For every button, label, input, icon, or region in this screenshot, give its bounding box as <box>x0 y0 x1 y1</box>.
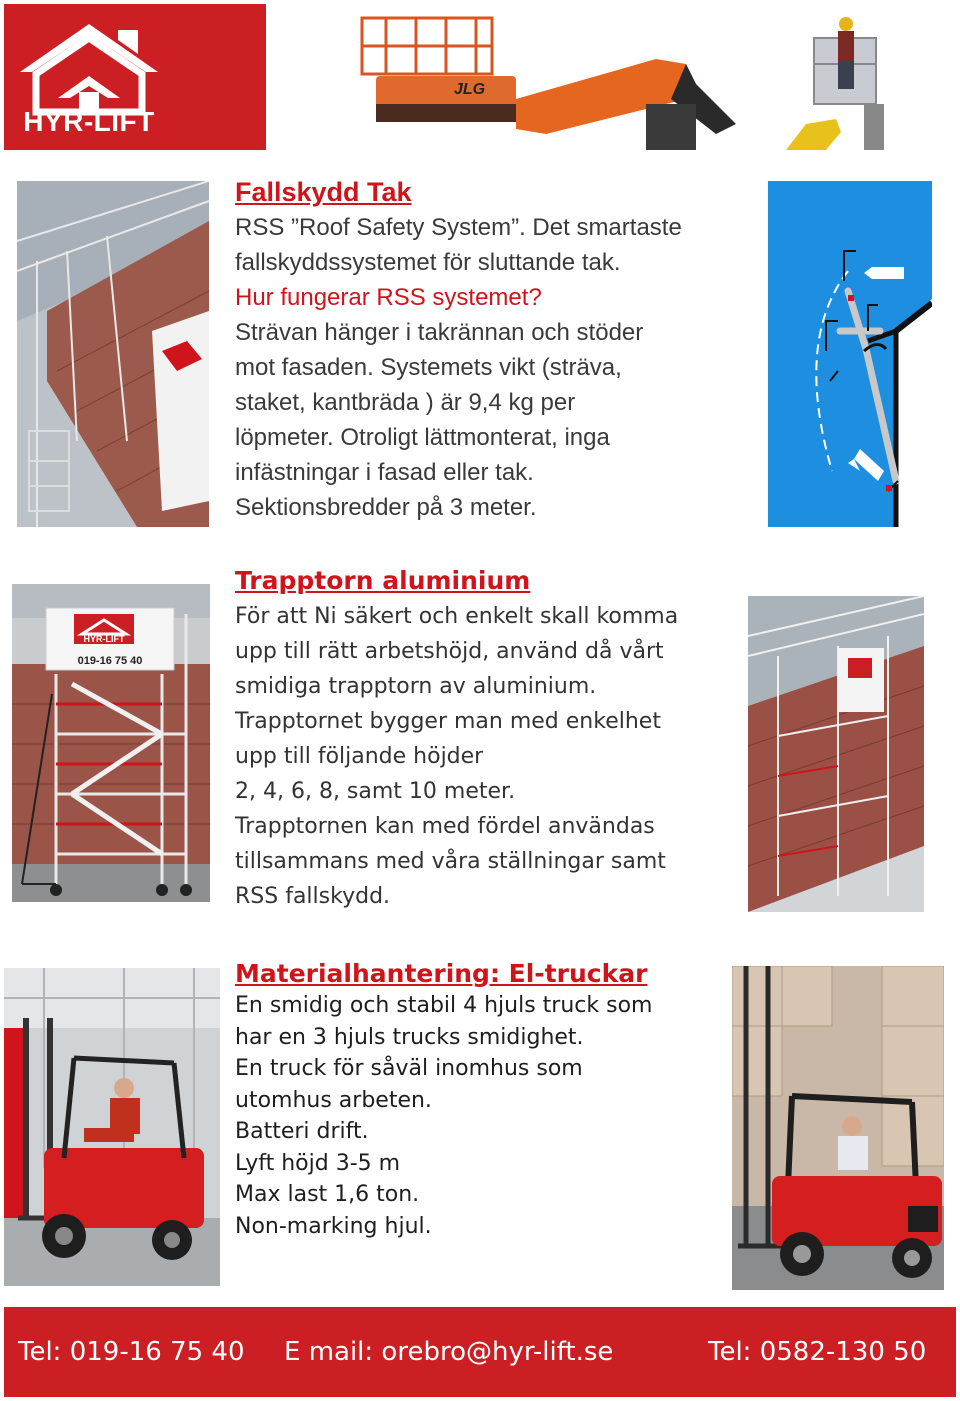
subheading-how-it-works: Hur fungerar RSS systemet? <box>235 284 542 311</box>
text-line: löpmeter. Otroligt lättmonterat, inga <box>235 424 610 451</box>
text-line: upp till rätt arbetshöjd, använd då vårt <box>235 639 664 664</box>
text-line: har en 3 hjuls trucks smidighet. <box>235 1024 584 1050</box>
forklift-photo-left <box>4 968 220 1286</box>
text-line: För att Ni säkert och enkelt skall komma <box>235 604 679 629</box>
text-line: Strävan hänger i takrännan och stöder <box>235 319 644 346</box>
jlg-brand-text: JLG <box>454 81 486 98</box>
header-banner <box>4 4 956 150</box>
text-line: RSS fallskydd. <box>235 884 391 909</box>
text-line: tillsammans med våra ställningar samt <box>235 849 666 874</box>
footer-contact-bar <box>4 1307 956 1397</box>
stair-tower-photo <box>12 584 210 902</box>
text-line: staket, kantbräda ) är 9,4 kg per <box>235 389 576 416</box>
roof-safety-photo <box>17 181 209 527</box>
banner-brand-text: HYR-LIFT <box>83 634 125 644</box>
text-line: smidiga trapptorn av aluminium. <box>235 674 597 699</box>
text-line: Lyft höjd 3-5 m <box>235 1150 401 1176</box>
forklift-photo-right <box>732 966 944 1290</box>
text-line: Max last 1,6 ton. <box>235 1182 420 1207</box>
text-line: Batteri drift. <box>235 1119 369 1144</box>
boom-lift-photo <box>266 4 956 150</box>
footer-phone-orebro: Tel: 019-16 75 40 <box>18 1337 245 1367</box>
rss-mounting-diagram <box>768 181 932 527</box>
text-line: fallskyddssystemet för sluttande tak. <box>235 249 621 276</box>
banner-phone-text: 019-16 75 40 <box>77 655 143 667</box>
text-line: En smidig och stabil 4 hjuls truck som <box>235 993 653 1018</box>
text-line: mot fasaden. Systemets vikt (sträva, <box>235 354 622 381</box>
text-line: Sektionsbredder på 3 meter. <box>235 494 537 521</box>
footer-email: E mail: orebro@hyr-lift.se <box>284 1337 614 1367</box>
tower-roof-photo <box>748 596 924 912</box>
footer-phone-2: Tel: 0582-130 50 <box>708 1337 927 1367</box>
text-line: RSS ”Roof Safety System”. Det smartaste <box>235 214 682 241</box>
text-line: Non-marking hjul. <box>235 1213 432 1239</box>
text-line: 2, 4, 6, 8, samt 10 meter. <box>235 779 516 804</box>
text-line: utomhus arbeten. <box>235 1087 432 1113</box>
text-line: infästningar i fasad eller tak. <box>235 459 534 486</box>
section-title-trapptorn: Trapptorn aluminium <box>235 566 531 595</box>
logo-text: HYR-LIFT <box>23 106 155 137</box>
section-title-fallskydd: Fallskydd Tak <box>235 177 412 207</box>
section-title-eltruckar: Materialhantering: El-truckar <box>235 959 648 988</box>
section-fallskydd <box>235 176 735 525</box>
text-line: Trapptornet bygger man med enkelhet <box>235 709 661 734</box>
text-line: Trapptornen kan med fördel användas <box>235 814 655 839</box>
text-line: En truck för såväl inomhus som <box>235 1056 583 1081</box>
section-eltruckar <box>235 957 735 1242</box>
section-trapptorn <box>235 564 735 914</box>
text-line: upp till följande höjder <box>235 744 484 769</box>
